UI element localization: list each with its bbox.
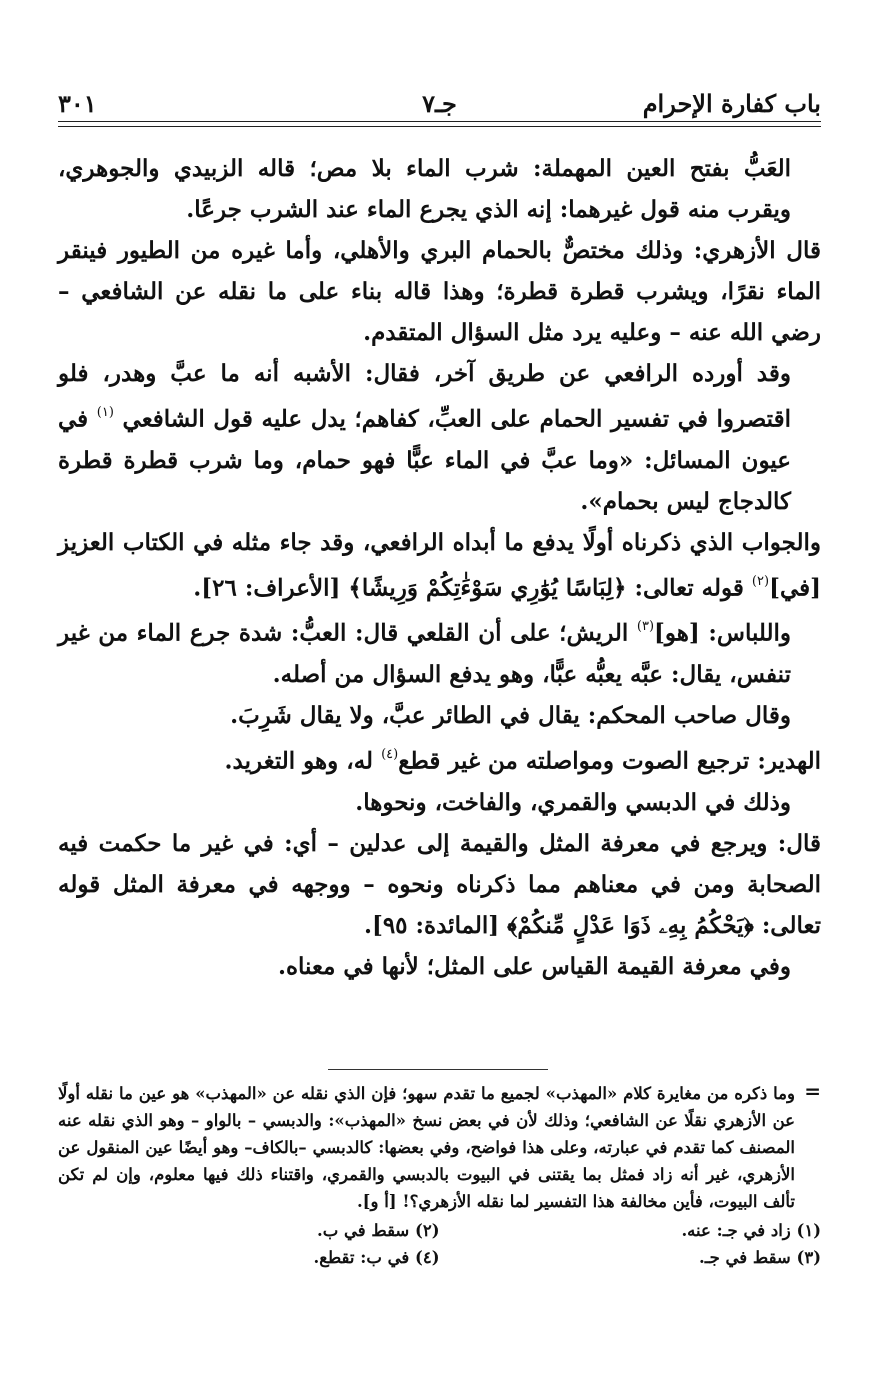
footnote-separator (328, 1069, 548, 1070)
footnote-item: (٣) سقط في جـ. (699, 1248, 821, 1267)
footnote-ref: (٤) (381, 746, 399, 762)
header-rule-thick (58, 121, 821, 122)
footnote-text: وما ذكره من مغايرة كلام «المهذب» لجميع ما تقدم سهو؛ فإن الذي نقله عن «المهذب» هو عين ما نقله أولًا عن الأزهري نقلًا عن الشافعي؛ وذلك لأن في بعض نسخ «المهذب»: والدبسي – بالواو – وهو الذي نقله عنه المصنف كما تقدم في عبارته، وعلى هذا فواضح، وفي بعضها: كالدبسي –بالكاف– وهو أيضًا عين المنقول عن الأزهري، غير أنه زاد فمثل بما يقتنى في البيوت بالدبسي والقمري، واقتناء ذلك فيها معلوم، وإن لم تكن تألف البيوت، فأين مخالفة هذا التفسير لما نقله الأزهري؟! [أ و]. (58, 1084, 795, 1211)
paragraph: قال الأزهري: وذلك مختصٌّ بالحمام البري والأهلي، وأما غيره من الطيور فينقر الماء نقرًا، ويشرب قطرة قطرة؛ وهذا قاله بناء على ما نقله عن الشافعي – رضي الله عنه – وعليه يرد مثل السؤال المتقدم. (58, 237, 821, 346)
paragraph (58, 736, 821, 782)
volume-label: جـ٧ (422, 89, 457, 118)
footnote-item: (٢) سقط في ب. (317, 1221, 440, 1240)
paragraph-text: قوله تعالى: ﴿لِبَاسًا يُوَٰرِي سَوْءَٰتِكُمْ وَرِيشًا﴾ [الأعراف: ٢٦]. (193, 574, 744, 602)
paragraph: العَبُّ بفتح العين المهملة: شرب الماء بلا مص؛ قاله الزبيدي والجوهري، ويقرب منه قول غيرهما: إنه الذي يجرع الماء عند الشرب جرعًا. (58, 155, 791, 223)
paragraph-text: وقد أورده الرافعي عن طريق آخر، فقال: الأشبه أنه ما عبَّ وهدر، فلو اقتصروا في تفسير الحمام على العبِّ، كفاهم؛ يدل عليه قول الشافعي (58, 360, 792, 433)
paragraph (58, 608, 821, 695)
paragraph-text: الهدير: ترجيع الصوت ومواصلته من غير قطع (398, 747, 821, 775)
paragraph-text: واللباس: [هو] (654, 619, 792, 647)
chapter-title: باب كفارة الإحرام (642, 89, 821, 118)
paragraph (58, 353, 821, 522)
paragraph (58, 522, 821, 609)
footnote-item: (٤) في ب: تقطع. (313, 1248, 440, 1267)
paragraph-text: له، وهو التغريد. (224, 747, 374, 775)
footnote-ref: (٣) (636, 619, 655, 635)
footnote-ref: (٢) (751, 573, 770, 589)
footnote-item: (١) زاد في جـ: عنه. (681, 1221, 821, 1240)
footnote-continuation (58, 1080, 821, 1215)
paragraph: وقال صاحب المحكم: يقال في الطائر عبَّ، ولا يقال شَرِبَ. (230, 701, 791, 729)
paragraph: وذلك في الدبسي والقمري، والفاخت، ونحوها. (355, 788, 791, 816)
paragraph: وفي معرفة القيمة القياس على المثل؛ لأنها في معناه. (277, 952, 791, 980)
main-text (58, 148, 821, 987)
paragraph-text: الريش؛ على أن القلعي قال: العبُّ: شدة جرع الماء من غير تنفس، يقال: عبَّه يعبُّه عبًّا، وهو يدفع السؤال من أصله. (58, 619, 791, 688)
page-number: ٣٠١ (58, 89, 97, 118)
footnote-ref: (١) (96, 405, 114, 420)
paragraph: قال: ويرجع في معرفة المثل والقيمة إلى عدلين – أي: في غير ما حكمت فيه الصحابة ومن في معناهم مما ذكرناه ونحوه – ووجهه في معرفة المثل قوله تعالى: ﴿يَحْكُمُ بِهِۦ ذَوَا عَدْلٍ مِّنكُمْ﴾ [المائدة: ٩٥]. (58, 829, 821, 939)
header-rule-thin (58, 126, 821, 127)
paragraph-text: في عيون المسائل: «وما عبَّ في الماء عبًّا فهو حمام، وما شرب قطرة قطرة كالدجاج ليس بحمام». (58, 405, 791, 515)
running-header (58, 82, 821, 118)
footnotes (58, 1080, 821, 1271)
continuation-marker: = (804, 1079, 821, 1103)
paragraph-text: والجواب الذي ذكرناه أولًا يدفع ما أبداه الرافعي، وقد جاء مثله في الكتاب العزيز [في] (58, 528, 821, 602)
footnote-list (58, 1217, 821, 1271)
